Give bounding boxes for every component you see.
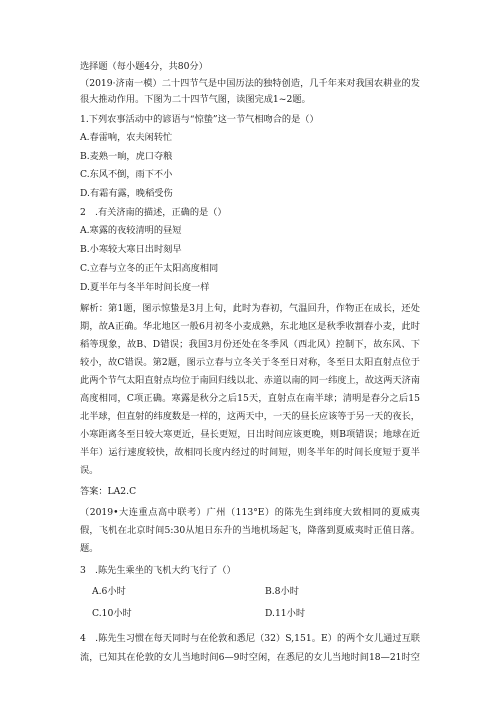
q1-option-c: C.东风不倒，雨下不小: [80, 169, 173, 180]
q1-stem: 1.下列农事活动中的谚语与“惊蛰”这一节气相吻合的是（）: [80, 114, 319, 125]
q4-line-2: 流，已知其在伦敦的女儿当地时间6—9时空闲，在悉尼的女儿当地时间18—21时空: [80, 652, 420, 663]
q1-option-b: B.麦熟一晌，虎口夺粮: [80, 151, 173, 162]
q1-option-a: A.春雷响，农夫闲转忙: [80, 132, 173, 143]
answer-line: 答案：LA2.C: [80, 486, 137, 497]
q2-option-b: B.小寒较大寒日出时刻早: [80, 244, 182, 255]
analysis-line-10: 误。: [80, 465, 99, 476]
q1-option-d: D.有霜有露，晚稻受伤: [80, 188, 173, 199]
q3-option-c: C.10小时: [92, 608, 132, 619]
analysis-line-1: 解析：第1题，图示惊蛰是3月上旬，此时为春初，气温回升，作物正在成长，还处: [80, 303, 420, 314]
analysis-line-2: 期，故A正确。华北地区一般6月初冬小麦成熟，东北地区是秋季收割春小麦，此时: [80, 321, 420, 332]
intro2-line-3: 题。: [80, 543, 99, 554]
analysis-line-3: 稻等现象，故B、D错误；我国3月份还处在冬季风（西北风）控制下，故东风、下: [80, 339, 420, 350]
analysis-line-4: 较小，故C错误。第2题，图示立春与立冬关于冬至日对称，冬至日太阳直射点位于: [80, 357, 420, 368]
intro2-line-2: 假，飞机在北京时间5:30从旭日东升的当地机场起飞，降落到夏威夷时正值日落。: [80, 525, 420, 536]
q3-option-d: D.11小时: [265, 608, 306, 619]
q4-line-1: 4 .陈先生习惯在每天同时与在伦敦和悉尼（32）S,151。E）的两个女儿通过互联: [80, 633, 420, 644]
q3-option-b: B.8小时: [265, 586, 299, 597]
analysis-line-7: 北半球，但直射的纬度数是一样的，这两天中，一天的昼长应该等于另一天的夜长，: [80, 411, 420, 422]
q2-option-c: C.立春与立冬的正午太阳高度相同: [80, 263, 219, 274]
q2-option-a: A.寒露的夜较清明的昼短: [80, 225, 182, 236]
q3-stem: 3 .陈先生乘坐的飞机大约飞行了（）: [80, 565, 236, 576]
intro-line-2: 很大推动作用。下图为二十四节气图，读图完成1~2题。: [80, 94, 311, 105]
intro2-line-1: （2019•大连重点高中联考）广州（113°E）的陈先生到纬度大致相同的夏威夷: [80, 507, 420, 518]
q3-option-a: A.6小时: [92, 586, 126, 597]
section-header: 选择题（每小题4分，共80分）: [80, 61, 208, 72]
intro-line-1: （2019·济南一模）二十四节气是中国历法的独特创造，几千年来对我国农耕业的发: [80, 78, 420, 89]
analysis-line-9: 半年）运行速度较快，故相同长度内经过的时间短，则冬半年的时间长度短于夏半: [80, 447, 420, 458]
analysis-line-8: 小寒距离冬至日较大寒更近，昼长更短，日出时间应该更晚，则B项错误；地球在近: [80, 429, 420, 440]
q2-option-d: D.夏半年与冬半年时间长度一样: [80, 282, 210, 293]
analysis-line-5: 此两个节气太阳直射点均位于南回归线以北、赤道以南的同一纬度上，故这两天济南: [80, 375, 420, 386]
q2-stem: 2 .有关济南的描述，正确的是（）: [80, 207, 227, 218]
analysis-line-6: 高度相同，C项正确。寒露是秋分之后15天，直射点在南半球；清明是春分之后15: [80, 393, 420, 404]
